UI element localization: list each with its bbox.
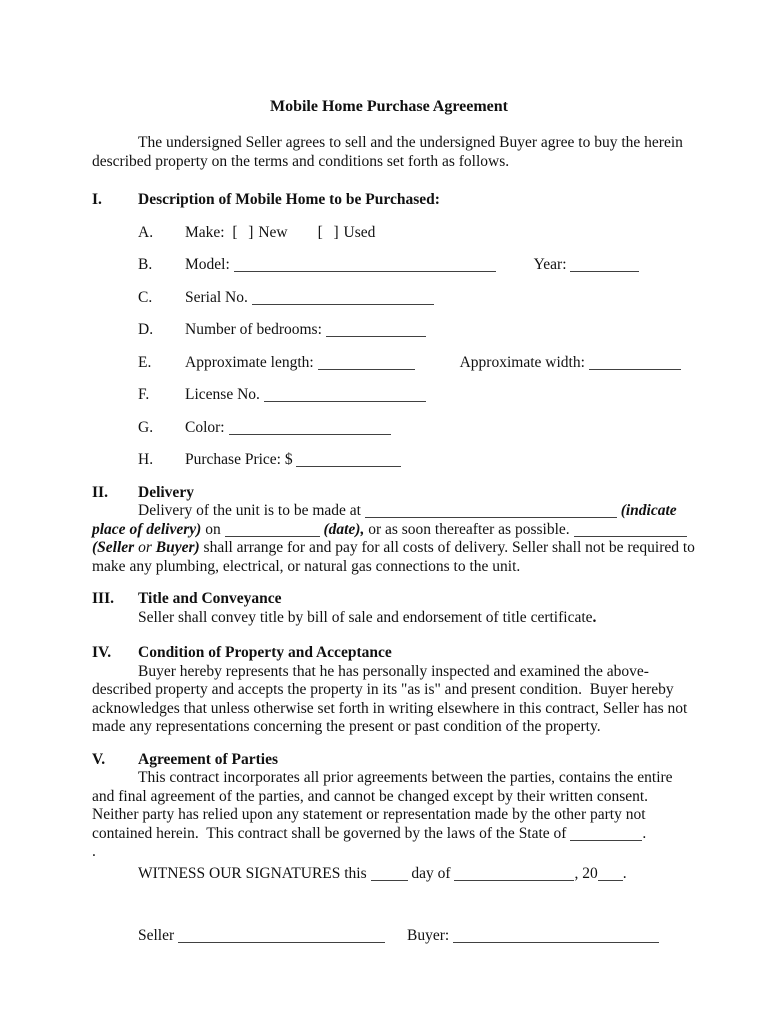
delivery-line-2 <box>92 521 686 540</box>
blank-purchase-price[interactable] <box>296 453 401 467</box>
intro-line-2 <box>92 153 686 172</box>
intro-line-1 <box>92 134 686 153</box>
text-run: or as soon thereafter as possible. <box>364 520 574 538</box>
section-heading-i <box>92 191 686 210</box>
text-run: Color: <box>185 418 229 436</box>
blank-model[interactable] <box>234 258 496 272</box>
text-run: (indicate <box>620 502 677 519</box>
text-run: Purchase Price: $ <box>185 451 297 468</box>
text-run: . <box>642 824 647 842</box>
text-run: Approximate width: <box>456 353 589 371</box>
agreement-line-2 <box>92 788 686 807</box>
section-heading-ii <box>92 484 686 503</box>
condition-line-1 <box>92 663 686 682</box>
text-run: make any plumbing, electrical, or natural gas connections to the unit. <box>92 557 521 575</box>
section-title: Delivery <box>138 483 194 501</box>
delivery-line-1 <box>92 502 686 521</box>
text-run: Approximate length: <box>185 353 318 371</box>
item-f <box>92 386 686 405</box>
item-letter: G. <box>138 418 154 436</box>
text-run: WITNESS OUR SIGNATURES this <box>138 864 371 882</box>
text-run: . <box>592 608 597 626</box>
text-run: day of <box>407 864 455 882</box>
text-run: place of delivery) <box>92 520 202 538</box>
delivery-line-3 <box>92 539 695 558</box>
item-letter: F. <box>138 386 150 403</box>
text-run: described property on the terms and conditions set forth as follows. <box>92 152 510 170</box>
blank-seller-signature[interactable] <box>178 929 385 943</box>
item-a <box>92 224 686 243</box>
blank-approx-width[interactable] <box>589 356 681 370</box>
section-number: IV. <box>92 644 112 661</box>
text-run: Buyer) <box>155 539 200 556</box>
item-h <box>92 451 686 470</box>
text-run: Make: <box>185 223 233 241</box>
checkbox-new[interactable]: [ ] <box>232 223 255 241</box>
item-letter: D. <box>138 321 154 338</box>
condition-line-4 <box>92 718 686 737</box>
blank-buyer-signature[interactable] <box>453 929 659 943</box>
item-d <box>92 321 686 340</box>
text-run: (date), <box>323 520 365 538</box>
blank-year-short[interactable] <box>598 867 623 881</box>
text-run: Buyer hereby represents that he has personally inspected and examined the above- <box>138 662 649 680</box>
text-run: Used <box>339 223 376 241</box>
condition-line-2 <box>92 681 686 700</box>
text-run: made any representations concerning the present or past condition of the property. <box>92 718 601 735</box>
text-run: contained herein. This contract shall be governed by the laws of the State of <box>92 824 571 842</box>
agreement-line-1 <box>92 769 686 788</box>
text-run: Buyer: <box>407 927 454 944</box>
spacer <box>415 366 457 367</box>
text-run: described property and accepts the property in its "as is" and present condition. Buyer hereby <box>92 681 674 698</box>
text-run: New <box>254 223 288 241</box>
item-letter: B. <box>138 256 153 273</box>
section-heading-iv <box>92 644 686 663</box>
checkbox-used[interactable]: [ ] <box>317 223 340 241</box>
section-title: Title and Conveyance <box>138 590 282 607</box>
section-heading-v <box>92 751 686 770</box>
blank-year[interactable] <box>570 258 639 272</box>
blank-place-of-delivery[interactable] <box>365 504 617 518</box>
condition-line-3 <box>92 700 686 719</box>
item-g <box>92 419 686 438</box>
blank-month[interactable] <box>454 867 574 881</box>
blank-state[interactable] <box>570 827 642 841</box>
section-number: III. <box>92 590 114 607</box>
section-number: II. <box>92 483 108 501</box>
text-run: on <box>201 520 225 538</box>
agreement-line-3 <box>92 806 686 825</box>
text-run: . <box>622 864 627 882</box>
text-run: This contract incorporates all prior agreements between the parties, contains the entire <box>138 769 673 786</box>
spacer <box>496 268 534 269</box>
section-number: I. <box>92 191 102 208</box>
text-run: Neither party has relied upon any statement or representation made by the other party not <box>92 806 646 823</box>
blank-seller-or-buyer[interactable] <box>574 523 687 537</box>
spacer <box>288 236 318 237</box>
text-run: . <box>92 843 96 860</box>
item-b <box>92 256 686 275</box>
witness-line <box>92 865 686 884</box>
text-run: or <box>134 539 156 556</box>
text-run: acknowledges that unless otherwise set forth in writing elsewhere in this contract, Seller has not <box>92 699 688 717</box>
document-title: Mobile Home Purchase Agreement <box>269 98 509 115</box>
stray-period-line <box>92 843 686 862</box>
text-run: Seller shall convey title by bill of sale and endorsement of title certificate <box>138 608 593 626</box>
item-letter: A. <box>138 223 154 241</box>
blank-serial-no[interactable] <box>252 291 434 305</box>
blank-bedrooms[interactable] <box>326 323 426 337</box>
text-run: License No. <box>185 386 264 403</box>
section-heading-iii <box>92 590 686 609</box>
section-title: Condition of Property and Acceptance <box>138 644 392 661</box>
spacer <box>385 939 407 940</box>
text-run: Serial No. <box>185 288 252 306</box>
item-c <box>92 289 686 308</box>
blank-approx-length[interactable] <box>318 356 415 370</box>
blank-color[interactable] <box>229 421 391 435</box>
text-run: , 20 <box>574 864 598 882</box>
text-run: Delivery of the unit is to be made at <box>138 502 365 519</box>
text-run: Model: <box>185 256 234 273</box>
signature-row <box>92 927 686 946</box>
text-run: Seller <box>138 927 179 944</box>
text-run: (Seller <box>92 539 135 556</box>
item-e <box>92 354 686 373</box>
text-run: Year: <box>533 256 571 273</box>
agreement-line-4 <box>92 825 686 844</box>
text-run: Number of bedrooms: <box>185 321 326 338</box>
section-number: V. <box>92 750 106 768</box>
blank-delivery-date[interactable] <box>225 523 320 537</box>
text-run: and final agreement of the parties, and cannot be changed except by their written consent. <box>92 787 649 805</box>
blank-day[interactable] <box>371 867 408 881</box>
text-run: The undersigned Seller agrees to sell and the undersigned Buyer agree to buy the herein <box>138 134 683 151</box>
item-letter: H. <box>138 451 154 468</box>
item-letter: E. <box>138 353 152 371</box>
delivery-line-4 <box>92 558 686 577</box>
blank-license-no[interactable] <box>264 388 426 402</box>
section-title: Agreement of Parties <box>138 750 279 768</box>
section-title: Description of Mobile Home to be Purchased: <box>138 191 440 208</box>
item-letter: C. <box>138 288 153 306</box>
title-conveyance-line-1 <box>92 609 686 628</box>
text-run: shall arrange for and pay for all costs of delivery. Seller shall not be required to <box>199 539 695 556</box>
